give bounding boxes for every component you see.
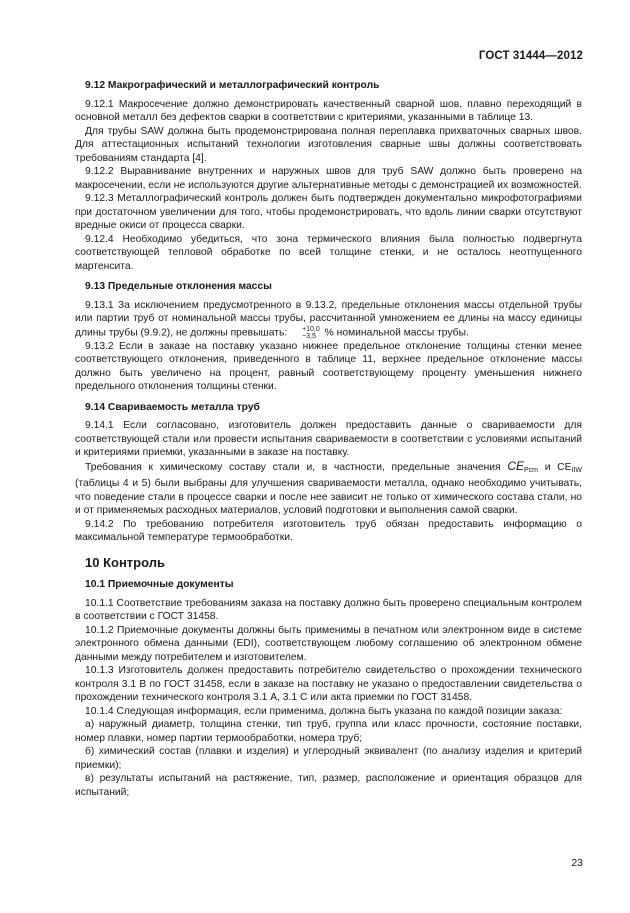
paragraph-10-1-2: 10.1.2 Приемочные документы должны быть применимы в печатном или электронном виде в системе электронного обмена данными (EDI), соответствующем любому соглашению об электронном обмене данными между потребителем и изготовителем.: [75, 624, 582, 663]
ce-pcm-subscript: Pcm: [524, 466, 538, 474]
standard-header: ГОСТ 31444—2012: [478, 50, 583, 62]
paragraph-9-14-1: 9.14.1 Если согласовано, изготовитель должен предоставить данные о свариваемости для соответствующей стали или провести испытания свариваемости в соответствии с условиями испытаний и критериями приемки, указанными в заказе на поставку.: [75, 420, 582, 459]
chem-requirements-text: Требования к химическому составу стали и, в частности, предельные значения: [85, 461, 501, 473]
conjunction: и: [544, 461, 551, 473]
paragraph-9-13-1: [75, 299, 582, 340]
chem-requirements-tail: (таблицы 4 и 5) были выбраны для улучшения свариваемости металла, однако необходимо учитывать, что поведение стали в процессе сварки и после нее зависит не только от химического состава стали, но и от применяемых расходных материалов, условий подготовки и выполнения самой сварки.: [75, 478, 582, 517]
paragraph-9-12-4: 9.12.4 Необходимо убедиться, что зона термического влияния была полностью подвергнута соответствующей тепловой обработке по всей толщине стенки, и не осталось неотпущенного мартенсита.: [75, 233, 582, 272]
paragraph-10-1-4: 10.1.4 Следующая информация, если применима, должна быть указана по каждой позиции заказа:: [85, 705, 563, 717]
section-10-title: 10 Контроль: [85, 554, 165, 570]
tolerance-lower: −3,5: [302, 332, 316, 340]
paragraph-9-12-1: 9.12.1 Макросечение должно демонстрировать качественный сварной шов, плавно переходящий в основной металл без дефектов сварки в соответствии с критериями, указанными в таблице 13.: [75, 98, 582, 123]
tolerance-upper: +10,0: [302, 325, 320, 333]
section-10-1-title: 10.1 Приемочные документы: [85, 579, 234, 591]
section-9-13-title: 9.13 Предельные отклонения массы: [85, 281, 272, 292]
ce-pcm-formula: $CE_{Pcm}$: [507, 458, 538, 474]
mass-tolerance: [292, 326, 320, 340]
paragraph-saw-remelt: Для трубы SAW должна быть продемонстрирована полная переплавка прихваточных сварных швов. Для аттестационных испытаний технологии изготовления сварные швы должны соответствовать требованиям стандарта [4].: [75, 125, 582, 164]
paragraph-10-1-3: 10.1.3 Изготовитель должен предоставить потребителю свидетельство о прохождении технического контроля 3.1 В по ГОСТ 31458, если в заказе на поставку не указано о предоставлении свидетельства о прохождении технического контроля 3.1 А, 3.1 С или акта приемки по ГОСТ 31458.: [75, 665, 582, 704]
paragraph-9-14-2: 9.14.2 По требованию потребителя изготовитель труб обязан предоставить информацию о максимальной температуре термообработки.: [75, 518, 582, 544]
section-9-14-title: 9.14 Свариваемость металла труб: [85, 401, 260, 413]
paragraph-9-13-2: 9.13.2 Если в заказе на поставку указано нижнее предельное отклонение толщины стенки менее соответствующего отклонения, приведенного в таблице 11, верхнее предельное отклонение массы должно быть увеличено на процент, равный соответствующему проценту уменьшения нижнего предельного отклонения толщины стенки.: [75, 340, 582, 393]
ce-iiw-subscript: IIW: [571, 466, 582, 474]
paragraph-9-13-1-tail: % номинальной массы трубы.: [324, 327, 469, 339]
section-9-12-title: 9.12 Макрографический и металлографический контроль: [85, 80, 380, 91]
paragraph-9-13-1-text: 9.13.1 За исключением предусмотренного в 9.13.2, предельные отклонения массы отдельной трубы или партии труб от номинальной массы трубы, рассчитанной умножением ее длины на массу единицы длины трубы (9.9.2), не должны превышать:: [75, 299, 582, 339]
paragraph-10-1-1: 10.1.1 Соответствие требованиям заказа на поставку должно быть проверено специальным контролем в соответствии с ГОСТ 31458.: [75, 597, 582, 623]
paragraph-9-12-2: 9.12.2 Выравнивание внутренних и наружных швов для труб SAW должно быть проверено на макросечении, если не используются другие альтернативные методы с демонстрацией их возможностей.: [75, 166, 582, 191]
page-content: [75, 79, 582, 799]
paragraph-chem-requirements: [75, 460, 582, 518]
list-item-b: б) химический состав (плавки и изделия) и углеродный эквивалент (по анализу изделия и критерий приемки);: [75, 746, 582, 771]
list-item-a: а) наружный диаметр, толщина стенки, тип труб, группа или класс прочности, состояние поставки, номер плавки, номер партии термообработки, номера труб;: [75, 719, 582, 744]
list-item-c: в) результаты испытаний на растяжение, тип, размер, расположение и ориентация образцов для испытаний;: [75, 773, 582, 798]
paragraph-9-12-3: 9.12.3 Металлографический контроль должен быть подтвержден документально микрофотографиями при достаточном увеличении для того, чтобы продемонстрировать, что вдоль линии сварки отсутствуют вредные окиси от процесса сварки.: [75, 193, 582, 231]
ce-iiw-formula: $CE_{IIW}$: [557, 461, 582, 474]
page-number: 23: [571, 857, 583, 869]
